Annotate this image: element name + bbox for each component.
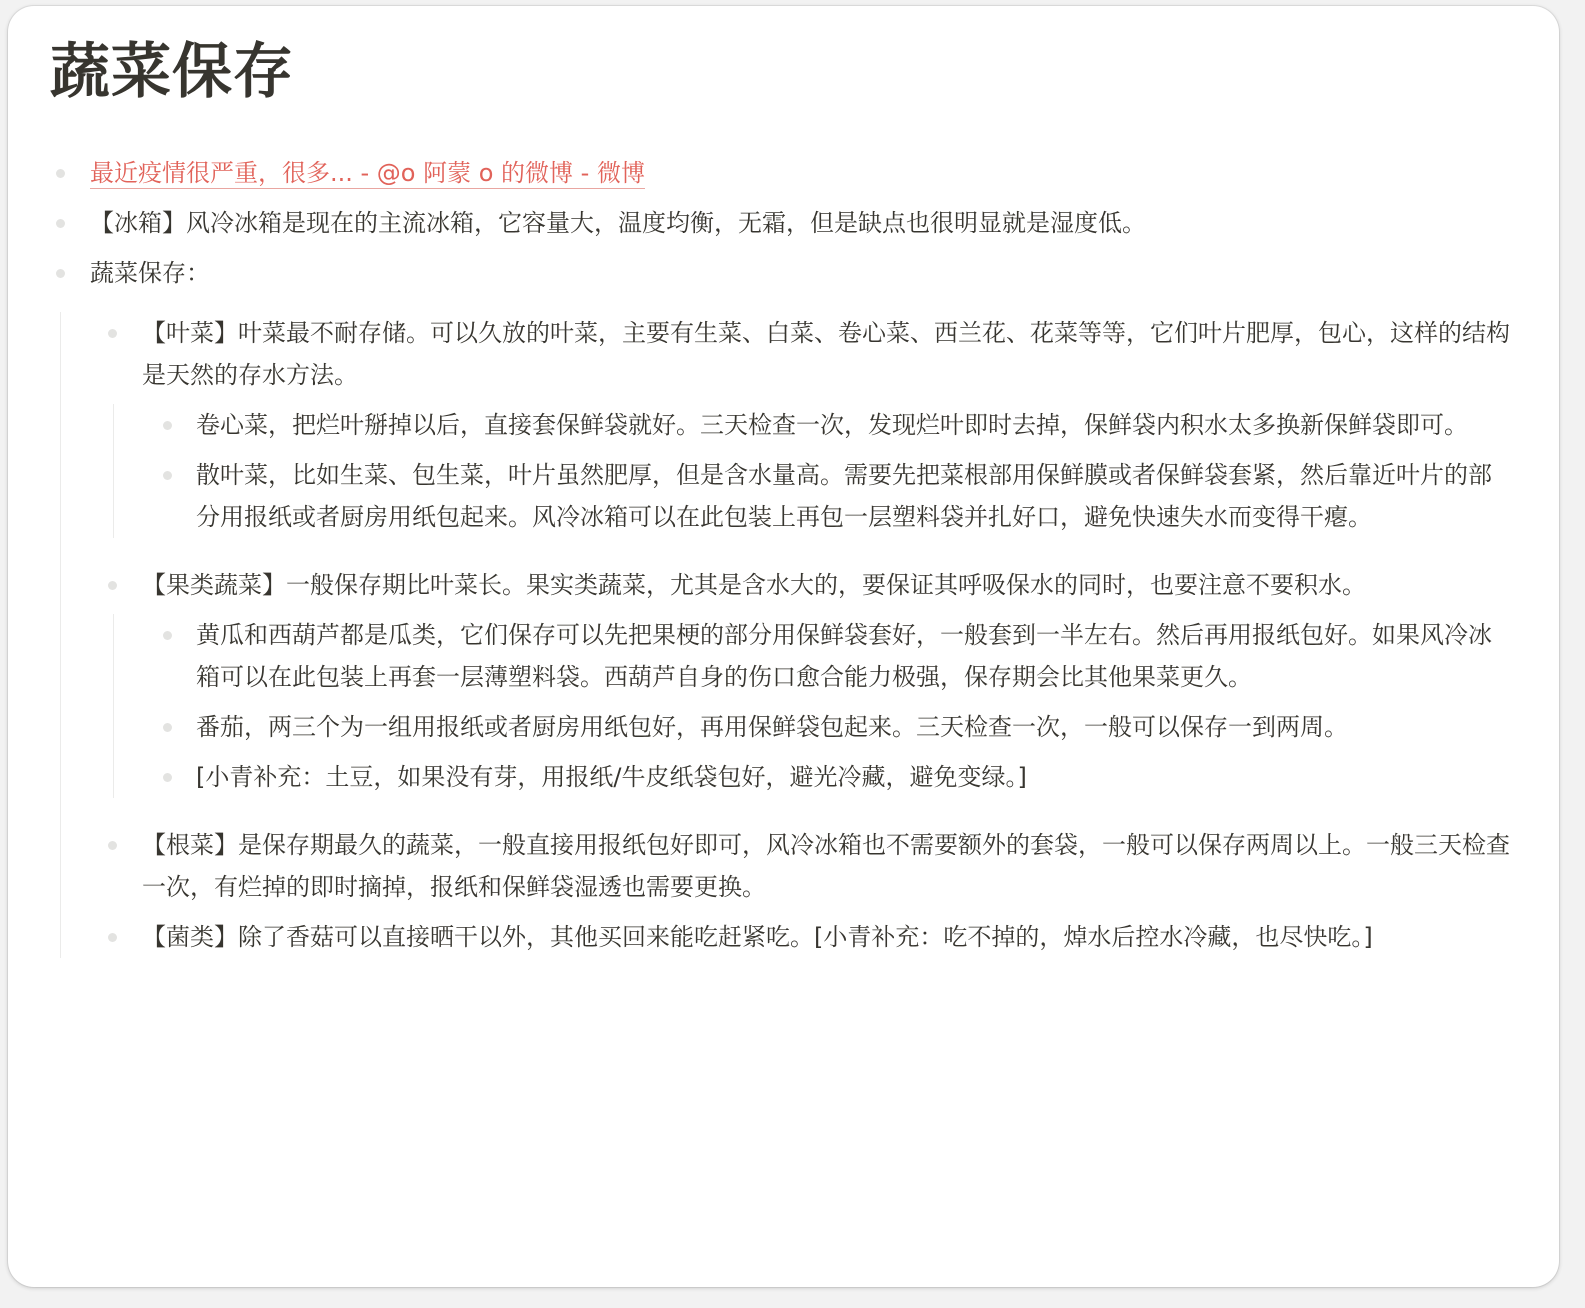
list-item-text[interactable]: 【冰箱】风冷冰箱是现在的主流冰箱，它容量大，温度均衡，无霜，但是缺点也很明显就是湿度低。 [90,209,1146,237]
bullet-icon [108,329,117,338]
list-item-text[interactable]: 蔬菜保存： [90,259,210,287]
list-item-text[interactable]: 卷心菜，把烂叶掰掉以后，直接套保鲜袋就好。三天检查一次，发现烂叶即时去掉，保鲜袋内积水太多换新保鲜袋即可。 [196,411,1468,439]
leafy-children [8,404,1559,538]
list-item-leafy [8,312,1559,396]
list-item-mushroom [8,916,1559,958]
list-item [8,614,1559,698]
list-item-storage-heading [8,252,1559,294]
weibo-link[interactable]: 最近疫情很严重，很多... - @o 阿蒙 o 的微博 - 微博 [90,159,645,187]
bullet-icon [56,269,65,278]
list-item-fruit [8,564,1559,606]
list-item [8,706,1559,748]
bullet-icon [108,841,117,850]
list-item [8,404,1559,446]
list-item-text[interactable]: [小青补充：土豆，如果没有芽，用报纸/牛皮纸袋包好，避光冷藏，避免变绿。] [196,763,1027,791]
list-item-link [8,152,1559,194]
bullet-icon [56,169,65,178]
list-item-text[interactable]: 【菌类】除了香菇可以直接晒干以外，其他买回来能吃赶紧吃。[小青补充：吃不掉的，焯水后控水冷藏，也尽快吃。] [142,923,1373,951]
bullet-icon [56,219,65,228]
list-item [8,454,1559,538]
list-item-text[interactable]: 【果类蔬菜】一般保存期比叶菜长。果实类蔬菜，尤其是含水大的，要保证其呼吸保水的同时，也要注意不要积水。 [142,571,1366,599]
bullet-icon [163,421,172,430]
list-item-text[interactable]: 【根菜】是保存期最久的蔬菜，一般直接用报纸包好即可，风冷冰箱也不需要额外的套袋，一般可以保存两周以上。一般三天检查一次，有烂掉的即时摘掉，报纸和保鲜袋湿透也需要更换。 [142,831,1510,901]
bullet-icon [163,471,172,480]
bullet-icon [108,581,117,590]
bullet-icon [163,773,172,782]
list-item-text[interactable]: 番茄，两三个为一组用报纸或者厨房用纸包好，再用保鲜袋包起来。三天检查一次，一般可以保存一到两周。 [196,713,1348,741]
list-item-text[interactable]: 黄瓜和西葫芦都是瓜类，它们保存可以先把果梗的部分用保鲜袋套好，一般套到一半左右。然后再用报纸包好。如果风冷冰箱可以在此包装上再套一层薄塑料袋。西葫芦自身的伤口愈合能力极强，保存期会比其他果菜更久。 [196,621,1492,691]
list-item-text[interactable]: 【叶菜】叶菜最不耐存储。可以久放的叶菜，主要有生菜、白菜、卷心菜、西兰花、花菜等等，它们叶片肥厚，包心，这样的结构是天然的存水方法。 [142,319,1510,389]
note-content [8,152,1559,966]
bullet-icon [163,631,172,640]
list-item-root [8,824,1559,908]
list-item-fridge [8,202,1559,244]
page-title: 蔬菜保存 [50,37,294,107]
note-window [8,6,1559,1287]
storage-children [8,312,1559,958]
list-item [8,756,1559,798]
bullet-icon [163,723,172,732]
fruit-children [8,614,1559,798]
list-item-text[interactable]: 散叶菜，比如生菜、包生菜，叶片虽然肥厚，但是含水量高。需要先把菜根部用保鲜膜或者保鲜袋套紧，然后靠近叶片的部分用报纸或者厨房用纸包起来。风冷冰箱可以在此包装上再包一层塑料袋并扎好口，避免快速失水而变得干瘪。 [196,461,1492,531]
bullet-icon [108,933,117,942]
